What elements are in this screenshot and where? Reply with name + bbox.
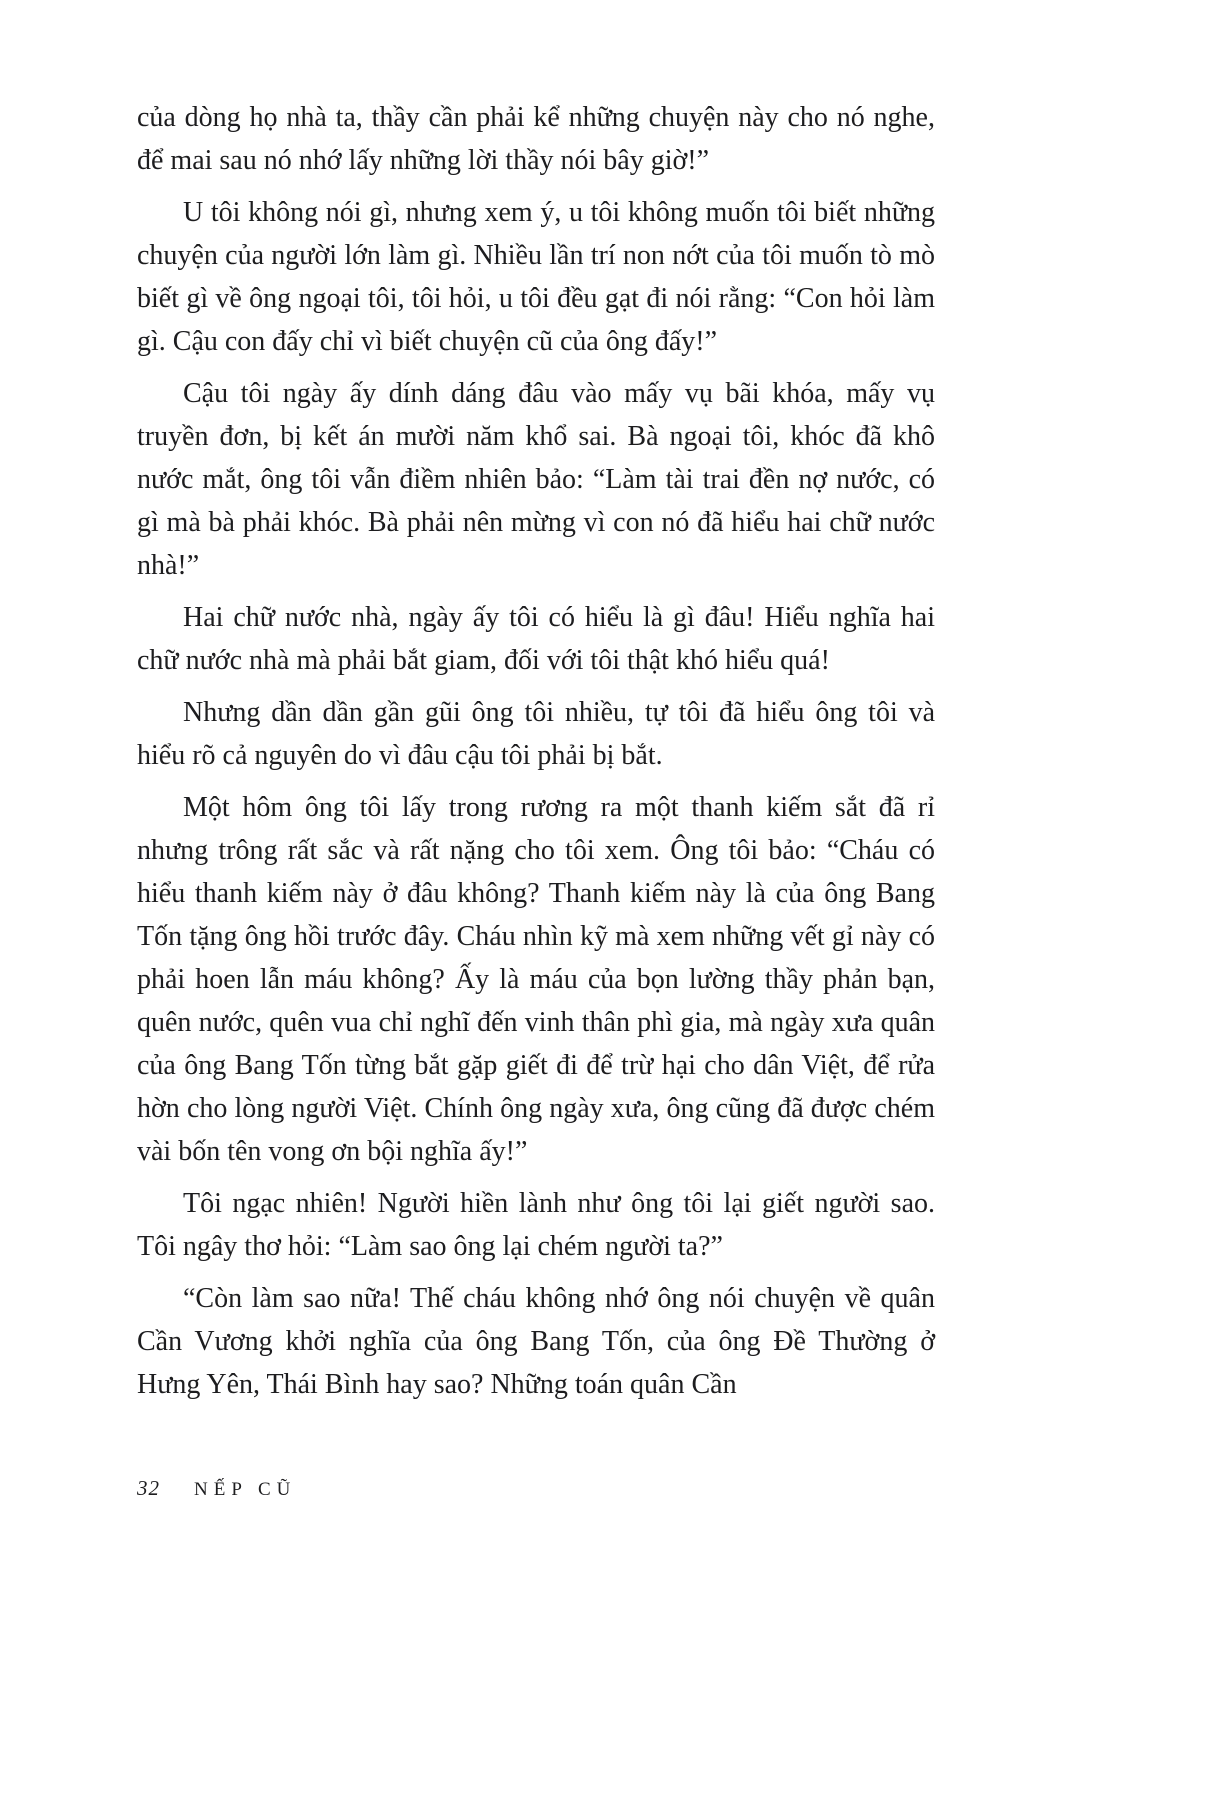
paragraph: U tôi không nói gì, nhưng xem ý, u tôi không muốn tôi biết những chuyện của người lớn làm gì. Nhiều lần trí non nớt của tôi muốn tò mò biết gì về ông ngoại tôi, tôi hỏi, u tôi đều gạt đi nói rằng: “Con hỏi làm gì. Cậu con đấy chỉ vì biết chuyện cũ của ông đấy!” bbox=[137, 197, 935, 357]
page-number: 32 bbox=[137, 1476, 160, 1500]
paragraph: Một hôm ông tôi lấy trong rương ra một thanh kiếm sắt đã rỉ nhưng trông rất sắc và rất nặng cho tôi xem. Ông tôi bảo: “Cháu có hiểu thanh kiếm này ở đâu không? Thanh kiếm này là của ông Bang Tốn tặng ông hồi trước đây. Cháu nhìn kỹ mà xem những vết gỉ này có phải hoen lẫn máu không? Ấy là máu của bọn lường thầy phản bạn, quên nước, quên vua chỉ nghĩ đến vinh thân phì gia, mà ngày xưa quân của ông Bang Tốn từng bắt gặp giết đi để trừ hại cho dân Việt, để rửa hờn cho lòng người Việt. Chính ông ngày xưa, ông cũng đã được chém vài bốn tên vong ơn bội nghĩa ấy!” bbox=[137, 792, 935, 1167]
running-title: NẾP CŨ bbox=[194, 1479, 297, 1500]
paragraph: Hai chữ nước nhà, ngày ấy tôi có hiểu là gì đâu! Hiểu nghĩa hai chữ nước nhà mà phải bắt giam, đối với tôi thật khó hiểu quá! bbox=[137, 602, 935, 676]
body-text bbox=[137, 96, 935, 1406]
paragraph: của dòng họ nhà ta, thầy cần phải kể những chuyện này cho nó nghe, để mai sau nó nhớ lấy những lời thầy nói bây giờ!” bbox=[137, 102, 935, 176]
paragraph: Nhưng dần dần gần gũi ông tôi nhiều, tự tôi đã hiểu ông tôi và hiểu rõ cả nguyên do vì đâu cậu tôi phải bị bắt. bbox=[137, 697, 935, 771]
page-footer bbox=[137, 1476, 296, 1501]
paragraph: “Còn làm sao nữa! Thế cháu không nhớ ông nói chuyện về quân Cần Vương khởi nghĩa của ông Bang Tốn, của ông Đề Thường ở Hưng Yên, Thái Bình hay sao? Những toán quân Cần bbox=[137, 1283, 935, 1400]
paragraph: Tôi ngạc nhiên! Người hiền lành như ông tôi lại giết người sao. Tôi ngây thơ hỏi: “Làm sao ông lại chém người ta?” bbox=[137, 1188, 935, 1262]
paragraph: Cậu tôi ngày ấy dính dáng đâu vào mấy vụ bãi khóa, mấy vụ truyền đơn, bị kết án mười năm khổ sai. Bà ngoại tôi, khóc đã khô nước mắt, ông tôi vẫn điềm nhiên bảo: “Làm tài trai đền nợ nước, có gì mà bà phải khóc. Bà phải nên mừng vì con nó đã hiểu hai chữ nước nhà!” bbox=[137, 378, 935, 581]
